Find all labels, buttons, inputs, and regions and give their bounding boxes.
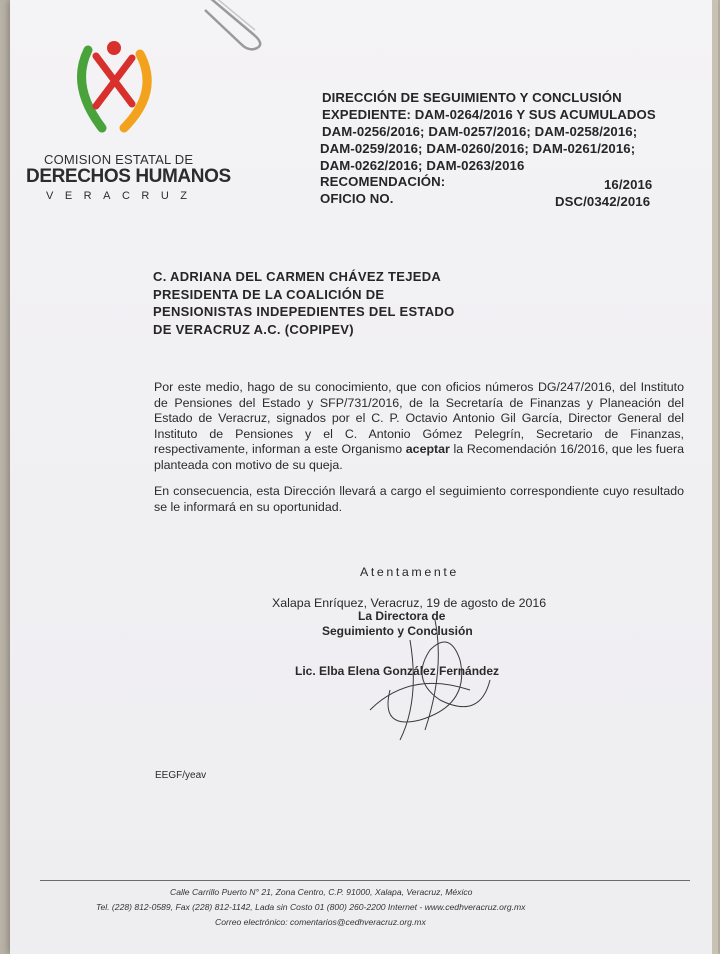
closing-atentamente: Atentamente xyxy=(360,565,459,579)
signatory-title-2: Seguimiento y Conclusión xyxy=(322,624,473,638)
bold-aceptar: aceptar xyxy=(405,442,450,457)
footer-divider xyxy=(40,880,690,881)
cedh-logo-icon xyxy=(68,36,163,136)
document-page xyxy=(10,0,718,954)
org-name-line1: COMISION ESTATAL DE xyxy=(44,152,194,167)
addressee-block xyxy=(153,268,454,338)
header-acumulados-2: DAM-0259/2016; DAM-0260/2016; DAM-0261/2016; xyxy=(320,141,636,156)
recomendacion-label: RECOMENDACIÓN: xyxy=(320,174,446,189)
addressee-line: PRESIDENTA DE LA COALICIÓN DE xyxy=(153,286,385,302)
signatory-title-1: La Directora de xyxy=(358,609,446,623)
addressee-line: DE VERACRUZ A.C. (COPIPEV) xyxy=(153,321,354,337)
header-expediente: EXPEDIENTE: DAM-0264/2016 Y SUS ACUMULADOS xyxy=(322,107,656,122)
signatory-name: Lic. Elba Elena González Fernández xyxy=(295,664,500,678)
place-date: Xalapa Enríquez, Veracruz, 19 de agosto de 2016 xyxy=(272,596,547,610)
header-direccion: DIRECCIÓN DE SEGUIMIENTO Y CONCLUSIÓN xyxy=(322,90,622,105)
body-paragraph-2: En consecuencia, esta Dirección llevará a cargo el seguimiento correspondiente cuyo resultado se le informará en su oportunidad. xyxy=(154,484,684,514)
paperclip-icon xyxy=(195,0,273,52)
oficio-label: OFICIO NO. xyxy=(320,191,394,206)
footer-phones: Tel. (228) 812-0589, Fax (228) 812-1142, Lada sin Costo 01 (800) 260-2200 Internet - www.cedhveracruz.org.mx xyxy=(96,902,526,912)
handwritten-signature xyxy=(350,610,510,750)
header-acumulados-3: DAM-0262/2016; DAM-0263/2016 xyxy=(320,158,525,173)
body-paragraph-1: Por este medio, hago de su conocimiento, que con oficios números DG/247/2016, del Instituto de Pensiones del Estado y SFP/731/2016, de la Secretaría de Finanzas y Planeación del Estado de Veracruz, signados por el C. P. Octavio Antonio Gil García, Director General del Instituto de Pensiones y el C. Antonio Gómez Pelegrín, Secretario de Finanzas, respectivamente, informan a este Organismo aceptar la Recomendación 16/2016, que les fuera planteada con motivo de su queja. xyxy=(154,380,685,472)
org-name-line2: DERECHOS HUMANOS xyxy=(26,166,231,187)
oficio-value: DSC/0342/2016 xyxy=(555,194,651,209)
reference-initials: EEGF/yeav xyxy=(155,770,207,781)
addressee-line: C. ADRIANA DEL CARMEN CHÁVEZ TEJEDA xyxy=(153,269,442,284)
footer-email: Correo electrónico: comentarios@cedhveracruz.org.mx xyxy=(215,917,426,927)
recomendacion-value: 16/2016 xyxy=(604,177,653,192)
addressee-line: PENSIONISTAS INDEPEDIENTES DEL ESTADO xyxy=(153,304,455,319)
footer-address: Calle Carrillo Puerto N° 21, Zona Centro, C.P. 91000, Xalapa, Veracruz, México xyxy=(170,887,473,897)
header-acumulados-1: DAM-0256/2016; DAM-0257/2016; DAM-0258/2016; xyxy=(322,124,638,139)
page-edge xyxy=(712,0,718,954)
org-name-line3: VERACRUZ xyxy=(46,190,199,202)
